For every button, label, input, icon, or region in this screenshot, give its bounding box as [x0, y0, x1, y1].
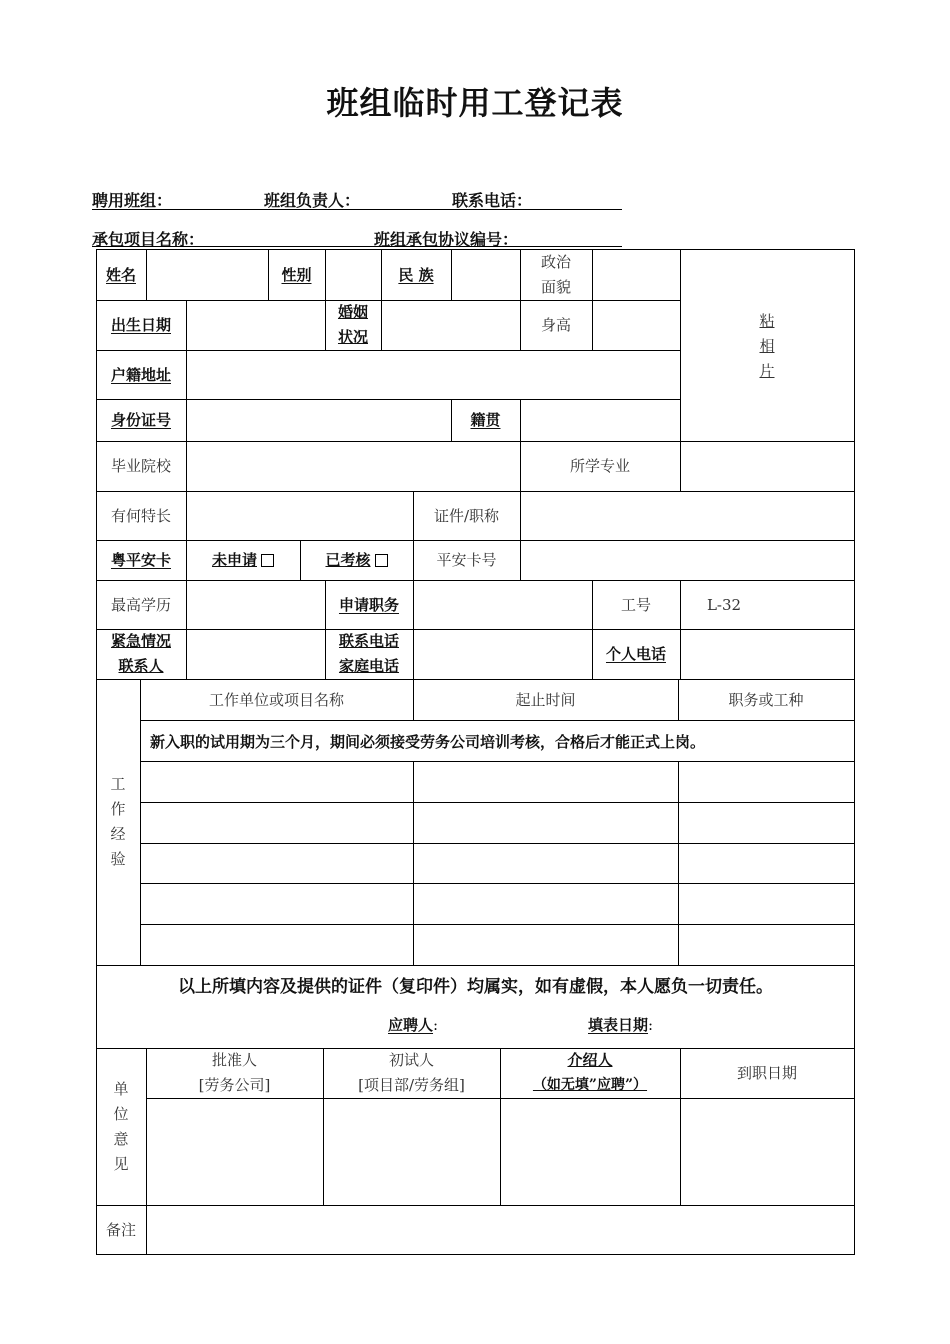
examined-option[interactable]	[300, 540, 413, 580]
major-field[interactable]	[680, 441, 854, 491]
marital-status-label: 婚姻 状况	[337, 303, 368, 346]
project-label: 承包项目名称：	[92, 230, 205, 249]
emergency-contact-label: 紧急情况 联系人	[110, 632, 171, 675]
native-place-label: 籍贯	[470, 411, 501, 429]
birthdate-field[interactable]	[186, 300, 325, 350]
political-status-field[interactable]	[592, 249, 680, 300]
not-applied-checkbox[interactable]	[261, 554, 274, 567]
examined-label: 已考核	[325, 551, 371, 569]
id-number-field[interactable]	[186, 399, 451, 441]
work-row[interactable]	[140, 924, 854, 965]
id-number-label: 身份证号	[110, 411, 171, 429]
page-title: 班组临时用工登记表	[326, 84, 624, 122]
job-number-value[interactable]: L-32	[706, 595, 742, 614]
certificate-field[interactable]	[520, 491, 854, 540]
team-label: 聘用班组：	[92, 191, 173, 210]
work-row[interactable]	[140, 761, 854, 802]
name-label: 姓名	[105, 265, 136, 284]
probation-notice: 新入职的试用期为三个月，期间必须接受劳务公司培训考核，合格后才能正式上岗。	[150, 733, 706, 751]
not-applied-option[interactable]	[186, 540, 300, 580]
ethnicity-label: 民 族	[398, 265, 434, 284]
ethnicity-field[interactable]	[451, 249, 520, 300]
arrival-date-header: 到职日期	[736, 1064, 797, 1082]
phone-label: 联系电话：	[452, 191, 533, 210]
interviewer-header: 初试人 [项目部/劳务组]	[358, 1051, 465, 1094]
work-period-header: 起止时间	[515, 690, 576, 709]
job-number-label: 工号	[620, 595, 651, 614]
approver-field[interactable]	[146, 1098, 323, 1205]
height-label: 身高	[540, 316, 571, 334]
safety-card-label: 粤平安卡	[110, 551, 171, 569]
home-phone-field[interactable]	[413, 629, 592, 679]
personal-phone-field[interactable]	[680, 629, 854, 679]
examined-checkbox[interactable]	[375, 554, 388, 567]
work-row[interactable]	[140, 843, 854, 883]
work-role-header: 职务或工种	[728, 690, 804, 709]
native-place-field[interactable]	[520, 399, 680, 441]
header-underline-1	[92, 209, 622, 210]
position-applied-label: 申请职务	[338, 595, 399, 614]
work-experience-label: 工 作 经 验	[110, 775, 126, 868]
interviewer-field[interactable]	[323, 1098, 500, 1205]
header-underline-2	[92, 246, 622, 247]
name-field[interactable]	[146, 249, 268, 300]
height-field[interactable]	[592, 300, 680, 350]
approver-header: 批准人 [劳务公司]	[198, 1051, 271, 1094]
gender-label: 性别	[281, 265, 312, 284]
position-applied-field[interactable]	[413, 580, 592, 629]
referrer-header: 介绍人 （如无填”应聘”）	[532, 1051, 648, 1093]
photo-placeholder[interactable]: 粘 相 片	[759, 312, 775, 380]
education-label: 最高学历	[110, 595, 171, 614]
fill-date[interactable]: 填表日期:	[588, 1016, 654, 1034]
marital-status-field[interactable]	[381, 300, 520, 350]
referrer-field[interactable]	[500, 1098, 680, 1205]
gender-field[interactable]	[325, 249, 381, 300]
certificate-label: 证件/职称	[433, 506, 500, 525]
applicant-signature[interactable]: 应聘人:	[388, 1016, 439, 1034]
remarks-label: 备注	[105, 1220, 136, 1239]
household-address-field[interactable]	[186, 350, 680, 399]
work-company-header: 工作单位或项目名称	[208, 690, 344, 709]
skills-field[interactable]	[186, 491, 413, 540]
declaration-text: 以上所填内容及提供的证件（复印件）均属实，如有虚假，本人愿负一切责任。	[178, 977, 773, 997]
contact-phone-label: 联系电话 家庭电话	[338, 632, 399, 675]
remarks-field[interactable]	[146, 1205, 854, 1254]
card-number-label: 平安卡号	[436, 551, 497, 569]
card-number-field[interactable]	[520, 540, 854, 580]
emergency-contact-field[interactable]	[186, 629, 325, 679]
education-field[interactable]	[186, 580, 325, 629]
not-applied-label: 未申请	[211, 551, 257, 569]
work-row[interactable]	[140, 883, 854, 924]
household-address-label: 户籍地址	[110, 365, 171, 384]
arrival-date-field[interactable]	[680, 1098, 854, 1205]
school-label: 毕业院校	[110, 457, 171, 475]
skills-label: 有何特长	[110, 506, 171, 525]
birthdate-label: 出生日期	[110, 316, 171, 334]
school-field[interactable]	[186, 441, 520, 491]
leader-label: 班组负责人：	[264, 191, 361, 210]
unit-opinion-label: 单 位 意 见	[113, 1079, 129, 1173]
major-label: 所学专业	[569, 457, 630, 475]
work-row[interactable]	[140, 802, 854, 843]
personal-phone-label: 个人电话	[605, 645, 666, 663]
political-status-label: 政治 面貌	[540, 252, 571, 296]
agreement-label: 班组承包协议编号：	[374, 230, 519, 249]
